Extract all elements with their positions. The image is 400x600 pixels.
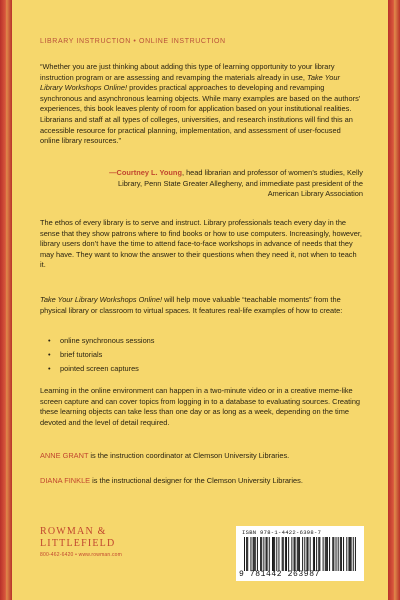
barcode-bar [355, 537, 356, 571]
endorser-title: , head librarian and professor of women’s studies, Kelly Library, Penn State Greater Allegheny, and immediate past president of the American Library Association [118, 168, 363, 199]
barcode-bar [314, 537, 315, 571]
barcode-bar [327, 537, 328, 571]
barcode-bar [304, 537, 305, 571]
attribution-dash: — [109, 168, 117, 177]
description-paragraph-3: Learning in the online environment can happen in a two-minute video or in a creative meme-like screen capture and can cover topics from logging in to a database to evaluating sources. Creating these learning objects can take less than one day or as long as a week, depending on the time devoted and the level of detail required. [40, 386, 361, 427]
barcode-bar [255, 537, 256, 571]
barcode-bar [346, 537, 347, 571]
author-bio-2-text: is the instructional designer for the Clemson University Libraries. [90, 476, 303, 485]
right-border-band [388, 0, 400, 600]
barcode-bar [260, 537, 261, 571]
barcode-bar [310, 537, 311, 571]
barcode-bar [266, 537, 267, 571]
barcode-bar [291, 537, 292, 571]
barcode-bar [338, 537, 339, 571]
barcode-bar [244, 537, 245, 571]
barcode-bar [333, 537, 334, 571]
isbn-barcode [236, 526, 364, 581]
barcode-bar [343, 537, 344, 571]
barcode-bar [299, 537, 300, 571]
publisher-name-line-2: LITTLEFIELD [40, 538, 116, 549]
barcode-bar [350, 537, 351, 571]
barcode-bar [282, 537, 283, 571]
barcode-bar [288, 537, 289, 571]
barcode-bar [267, 537, 268, 571]
barcode-bar [285, 537, 286, 571]
barcode-bar [298, 537, 299, 571]
barcode-bar [283, 537, 284, 571]
series-label: LIBRARY INSTRUCTION • ONLINE INSTRUCTION [40, 38, 226, 45]
barcode-bar [272, 537, 273, 571]
barcode-bar [306, 537, 307, 571]
barcode-bar [273, 537, 274, 571]
author-bio-1 [40, 451, 362, 462]
barcode-bar [254, 537, 255, 571]
quote-rest: provides practical approaches to developing and revamping synchronous and asynchronous learning objects. While many examples are based on the authors’ experiences, this book leaves plenty of room for application based on your institutional realities. Librarians and staff at all types of colleges, universities, and research institutions will find this an accessible resource for practical planning, implementation, and assessment of user-focused online library resources.” [40, 83, 361, 146]
barcode-bar [278, 537, 279, 571]
barcode-digits: 9 781442 263987 [239, 570, 321, 579]
isbn-label: ISBN 978-1-4422-6398-7 [242, 529, 322, 536]
endorsement-quote [40, 62, 362, 147]
barcode-bar [269, 537, 270, 571]
publisher-logo [40, 526, 160, 558]
barcode-bar [323, 537, 324, 571]
barcode-bar [294, 537, 295, 571]
list-item: • brief tutorials [60, 348, 310, 362]
barcode-bar [316, 537, 317, 571]
barcode-bar [326, 537, 327, 571]
barcode-bar [274, 537, 275, 571]
barcode-bar [353, 537, 354, 571]
barcode-bar [261, 537, 262, 571]
barcode-bar [319, 537, 320, 571]
barcode-bar [276, 537, 277, 571]
feature-list [60, 334, 310, 376]
author-name-1: ANNE GRANT [40, 451, 89, 460]
barcode-bar [336, 537, 337, 571]
barcode-bar [318, 537, 319, 571]
left-border-band [0, 0, 12, 600]
list-item: • online synchronous sessions [60, 334, 310, 348]
endorsement-attribution [95, 168, 363, 200]
p2-rest: will help move valuable “teachable moments” from the physical library or classroom to virtual spaces. It features real-life examples of how to create: [40, 295, 343, 315]
barcode-bar [302, 537, 303, 571]
barcode-bar [253, 537, 254, 571]
barcode-bar [246, 537, 247, 571]
list-item: • pointed screen captures [60, 362, 310, 376]
barcode-bar [351, 537, 352, 571]
endorser-name: Courtney L. Young [116, 168, 182, 177]
barcode-bar [341, 537, 342, 571]
barcode-bar [308, 537, 309, 571]
publisher-contact: 800-462-6420 • www.rowman.com [40, 552, 123, 558]
p2-book-title: Take Your Library Workshops Online! [40, 295, 163, 304]
barcode-bar [297, 537, 298, 571]
barcode-bar [286, 537, 287, 571]
barcode-bar [250, 537, 251, 571]
barcode-bars [244, 537, 356, 571]
barcode-bar [257, 537, 258, 571]
quote-open: “Whether you are just thinking about adding this type of learning opportunity to your library instruction program or are assessing and revamping the materials already in use, [40, 62, 335, 82]
publisher-name-line-1: ROWMAN & [40, 526, 107, 537]
barcode-bar [247, 537, 248, 571]
barcode-bar [313, 537, 314, 571]
barcode-bar [325, 537, 326, 571]
author-name-2: DIANA FINKLE [40, 476, 91, 485]
description-paragraph-2 [40, 295, 362, 316]
barcode-bar [329, 537, 330, 571]
author-bio-1-text: is the instruction coordinator at Clemson University Libraries. [88, 451, 290, 460]
barcode-bar [295, 537, 296, 571]
barcode-bar [332, 537, 333, 571]
barcode-bar [340, 537, 341, 571]
barcode-bar [263, 537, 264, 571]
quote-book-title: Take Your Library Workshops Online! [40, 72, 340, 93]
barcode-bar [348, 537, 349, 571]
author-bio-2 [40, 476, 362, 487]
description-paragraph-1: The ethos of every library is to serve and instruct. Library professionals teach every day in the sense that they show patrons where to find books or how to use computers. Increasingly, however, library users don’t have the time to attend face-to-face workshops in advance of needs that they may have. They want to know the answer to their questions when they need it, not when to teach it. [40, 218, 362, 270]
